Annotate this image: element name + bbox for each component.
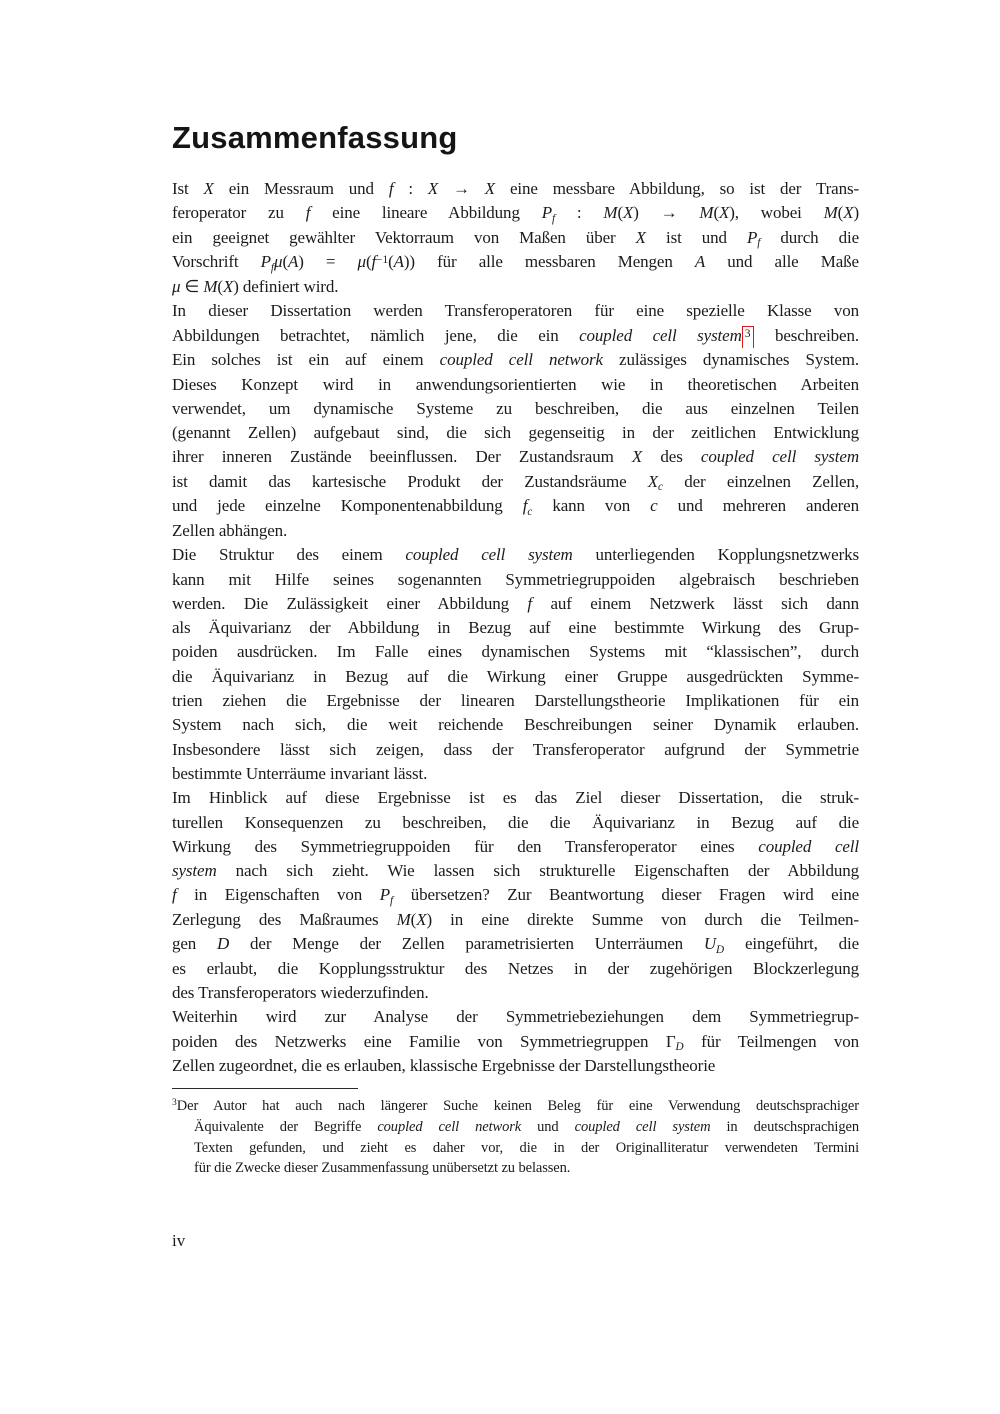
text-segment: f [522, 496, 528, 516]
paragraph-5 [172, 1005, 859, 1078]
text-segment: coupled cell network [377, 1118, 522, 1135]
text-segment: coupled cell system [700, 447, 859, 467]
text-segment: coupled cell network [439, 350, 603, 370]
text-column [172, 0, 859, 1250]
text-segment: X [631, 447, 643, 467]
paragraph-3 [172, 543, 859, 786]
footnote-line [172, 1158, 859, 1179]
text-segment: f [371, 252, 377, 272]
text-segment: Äquivalente der Begriffe [194, 1118, 378, 1135]
text-segment: f [388, 179, 394, 198]
text-segment: eine messbare Abbildung, so ist der Trans- [495, 179, 859, 198]
body-line [172, 397, 859, 421]
body-line [172, 665, 859, 689]
text-segment: ) definiert wird. [233, 277, 339, 297]
body-line [172, 859, 859, 883]
text-segment: )) für alle messbaren Mengen [403, 252, 695, 272]
text-segment: ein geeignet gewählter Vektorraum von Maßen über [172, 227, 636, 247]
text-segment: auf einem Netzwerk lässt sich dann [532, 593, 859, 613]
math-symbol: D [716, 943, 725, 956]
text-segment: X [484, 179, 496, 198]
body-line [172, 957, 859, 981]
text-segment: der Menge der Zellen parametrisierten Unterräumen [229, 934, 704, 954]
text-segment: poiden ausdrücken. Im Falle eines dynamischen Systems mit “klassischen”, durch [172, 642, 859, 662]
text-segment: : [555, 203, 604, 223]
text-segment: gen [172, 934, 218, 954]
text-segment: X [203, 179, 214, 198]
math-symbol: D [217, 934, 230, 954]
text-segment: beschreiben. [754, 325, 859, 345]
text-segment: für Teilmengen von [683, 1031, 859, 1051]
text-segment: coupled cell system [579, 325, 742, 345]
text-segment: ) in eine direkte Summe von durch die Teilmen- [426, 909, 859, 929]
text-segment: ( [410, 909, 417, 929]
text-segment: c [650, 496, 658, 516]
body-line [172, 250, 859, 275]
text-segment: A [287, 252, 299, 272]
text-segment: c [658, 481, 663, 494]
body-line [172, 177, 859, 201]
text-segment: ist damit das kartesische Produkt der Zustandsräume [172, 471, 648, 491]
text-segment: Zellen abhängen. [172, 520, 288, 540]
text-segment: P [379, 885, 391, 905]
body-line [172, 445, 859, 469]
text-segment: ( [837, 203, 844, 223]
text-segment: U [703, 934, 717, 954]
body-line [172, 568, 859, 592]
text-segment: turellen Konsequenzen zu beschreiben, die die Äquivarianz in Bezug auf die [172, 812, 859, 832]
body-line [172, 908, 859, 932]
text-segment: f [305, 203, 311, 223]
math-symbol: M [603, 203, 618, 223]
text-segment: X [647, 471, 659, 491]
text-segment: ) → [633, 203, 700, 223]
text-segment: ( [217, 277, 223, 297]
text-segment: eine lineare Abbildung [310, 203, 542, 223]
body-line [172, 786, 859, 810]
text-segment: kann von [532, 496, 651, 516]
body-line [172, 883, 859, 908]
paragraph-4 [172, 786, 859, 1005]
text-segment: der einzelnen Zellen, [663, 471, 859, 491]
text-segment: ( [617, 203, 623, 223]
text-segment: 3 [172, 1097, 177, 1109]
body-line [172, 421, 859, 445]
text-segment: des [642, 447, 701, 467]
text-segment: system [172, 861, 217, 881]
text-segment: als Äquivarianz der Abbildung in Bezug auf eine bestimmte Wirkung des Grup- [172, 618, 859, 638]
text-segment: Der Autor hat auch nach längerer Suche keinen Beleg für eine Verwendung deutschsprachiger [176, 1097, 859, 1114]
text-segment: P [260, 252, 271, 272]
text-segment: Zerlegung des Maßraumes [172, 909, 397, 929]
text-segment: feroperator zu [172, 203, 306, 223]
text-segment: : [393, 179, 428, 198]
footnote-line [172, 1138, 859, 1159]
text-segment: es erlaubt, die Kopplungsstruktur des Netzes in der zugehörigen Blockzerlegung [172, 958, 859, 978]
body-line [172, 201, 859, 226]
text-segment: c [527, 505, 533, 518]
text-segment: Abbildungen betrachtet, nämlich jene, die ein [172, 325, 580, 345]
text-segment: μ [172, 277, 181, 297]
body-line [172, 835, 859, 859]
text-segment: ), wobei [729, 203, 824, 223]
body-line [172, 1054, 859, 1078]
text-segment: X [427, 179, 439, 198]
body-line [172, 543, 859, 567]
text-segment: ein Messraum und [213, 179, 389, 198]
body-line [172, 738, 859, 762]
text-segment: für die Zwecke dieser Zusammenfassung unübersetzt zu belassen. [194, 1160, 571, 1177]
body-line [172, 275, 859, 299]
text-segment: coupled cell [758, 836, 859, 856]
text-segment: Dieses Konzept wird in anwendungsorientierten wie in theoretischen Arbeiten [172, 374, 859, 394]
footnote-block [172, 1096, 859, 1179]
body-line [172, 932, 859, 957]
text-segment: f [270, 261, 275, 274]
text-segment: P [541, 203, 552, 223]
text-segment: und [521, 1118, 575, 1135]
text-segment: und mehreren anderen [657, 496, 859, 516]
text-segment: μ [274, 252, 283, 272]
body-line [172, 762, 859, 786]
text-segment: Ist [172, 179, 204, 198]
text-segment: ihrer inneren Zustände beeinflussen. Der Zustandsraum [172, 447, 632, 467]
text-segment: Zellen zugeordnet, die es erlauben, klassische Ergebnisse der Darstellungstheorie [172, 1056, 716, 1076]
text-segment: f [172, 885, 177, 905]
body-line [172, 324, 859, 349]
text-segment: P [746, 227, 758, 247]
text-segment: eingeführt, die [724, 934, 859, 954]
text-segment: in Eigenschaften von [176, 885, 380, 905]
body-line [172, 811, 859, 835]
abstract-body [172, 177, 859, 1079]
text-segment: System nach sich, die weit reichende Beschreibungen seiner Dynamik erlauben. [172, 715, 859, 735]
text-segment: A [694, 252, 706, 272]
text-segment: μ [357, 252, 366, 272]
text-segment: Vorschrift [172, 252, 261, 272]
footnote-ref-link[interactable]: 3 [742, 326, 754, 349]
text-segment: A [393, 252, 404, 272]
body-line [172, 713, 859, 737]
body-line [172, 1030, 859, 1055]
text-segment: Γ [665, 1031, 676, 1051]
text-segment: f [551, 212, 556, 225]
text-segment: coupled cell system [574, 1118, 711, 1135]
text-segment: in deutschsprachigen [710, 1118, 859, 1135]
body-line [172, 226, 859, 251]
text-segment: die Äquivarianz in Bezug auf die Wirkung einer Gruppe ausgedrückten Symme- [172, 666, 859, 686]
body-line [172, 689, 859, 713]
text-segment: X [222, 277, 234, 297]
text-segment: Weiterhin wird zur Analyse der Symmetriebeziehungen dem Symmetriegrup- [172, 1007, 859, 1027]
math-symbol: M [203, 277, 218, 297]
text-segment: ) = [298, 252, 358, 272]
text-segment: kann mit Hilfe seines sogenannten Symmetriegruppoiden algebraisch beschrieben [172, 569, 859, 589]
text-segment: Die Struktur des einem [172, 545, 406, 565]
text-segment: f [390, 894, 394, 907]
text-segment: Texten gefunden, und zieht es daher vor, die in der Originalliteratur verwendeten Termini [194, 1139, 859, 1156]
body-line [172, 592, 859, 616]
text-segment: unterliegenden Kopplungsnetzwerks [572, 545, 859, 565]
text-segment: f [757, 237, 761, 250]
body-line [172, 299, 859, 323]
text-segment: des Transferoperators wiederzufinden. [172, 983, 429, 1003]
text-segment: In dieser Dissertation werden Transferoperatoren für eine spezielle Klasse von [172, 301, 859, 321]
text-segment: X [635, 227, 646, 247]
text-segment: X [623, 203, 634, 223]
text-segment: Im Hinblick auf diese Ergebnisse ist es das Ziel dieser Dissertation, die struk- [172, 788, 859, 808]
text-segment: → [438, 179, 485, 198]
text-segment: (genannt Zellen) aufgebaut sind, die sich gegenseitig in der zeitlichen Entwicklung [172, 423, 859, 443]
paragraph-2 [172, 299, 859, 543]
text-segment: und alle Maße [705, 252, 859, 272]
text-segment: X [416, 909, 427, 929]
math-symbol: M [396, 909, 411, 929]
footnote-line [172, 1096, 859, 1117]
math-symbol: D [675, 1041, 684, 1054]
text-segment: werden. Die Zulässigkeit einer Abbildung [172, 593, 528, 613]
text-segment: trien ziehen die Ergebnisse der linearen Darstellungstheorie Implikationen für ein [172, 691, 859, 711]
text-segment: übersetzen? Zur Beantwortung dieser Fragen wird eine [393, 885, 859, 905]
text-segment: X [843, 203, 854, 223]
footnote-line [172, 1117, 859, 1138]
body-line [172, 470, 859, 495]
text-segment: poiden des Netzwerks eine Familie von Symmetriegruppen [172, 1031, 666, 1051]
text-segment: ( [365, 252, 372, 272]
text-segment: f [527, 593, 533, 613]
body-line [172, 616, 859, 640]
text-segment: verwendet, um dynamische Systeme zu beschreiben, die aus einzelnen Teilen [172, 398, 859, 418]
body-line [172, 981, 859, 1005]
text-segment: Wirkung des Symmetriegruppoiden für den Transferoperator eines [172, 836, 759, 856]
text-segment: X [719, 203, 730, 223]
math-symbol: M [699, 203, 714, 223]
text-segment: coupled cell system [405, 545, 573, 565]
body-line [172, 494, 859, 519]
text-segment: ( [388, 252, 394, 272]
body-line [172, 640, 859, 664]
text-segment: nach sich zieht. Wie lassen sich strukturelle Eigenschaften der Abbildung [216, 861, 859, 881]
math-symbol: M [823, 203, 838, 223]
footnote-rule [172, 1088, 358, 1089]
text-segment: Insbesondere lässt sich zeigen, dass der Transferoperator aufgrund der Symmetrie [172, 739, 859, 759]
text-segment: ) [853, 203, 859, 223]
text-segment: Ein solches ist ein auf einem [172, 350, 440, 370]
text-segment: ∈ [180, 277, 204, 297]
text-segment: ( [282, 252, 288, 272]
body-line [172, 519, 859, 543]
text-segment: bestimmte Unterräume invariant lässt. [172, 763, 428, 783]
body-line [172, 1005, 859, 1029]
text-segment: −1 [376, 254, 389, 266]
body-line [172, 373, 859, 397]
text-segment: und jede einzelne Komponentenabbildung [172, 496, 523, 516]
paragraph-1 [172, 177, 859, 299]
page-number: iv [172, 1231, 186, 1250]
body-line [172, 348, 859, 372]
text-segment: ist und [645, 227, 747, 247]
text-segment: zulässiges dynamisches System. [602, 350, 859, 370]
page-title: Zusammenfassung [172, 120, 458, 155]
text-segment: durch die [760, 227, 859, 247]
text-segment: ( [713, 203, 719, 223]
